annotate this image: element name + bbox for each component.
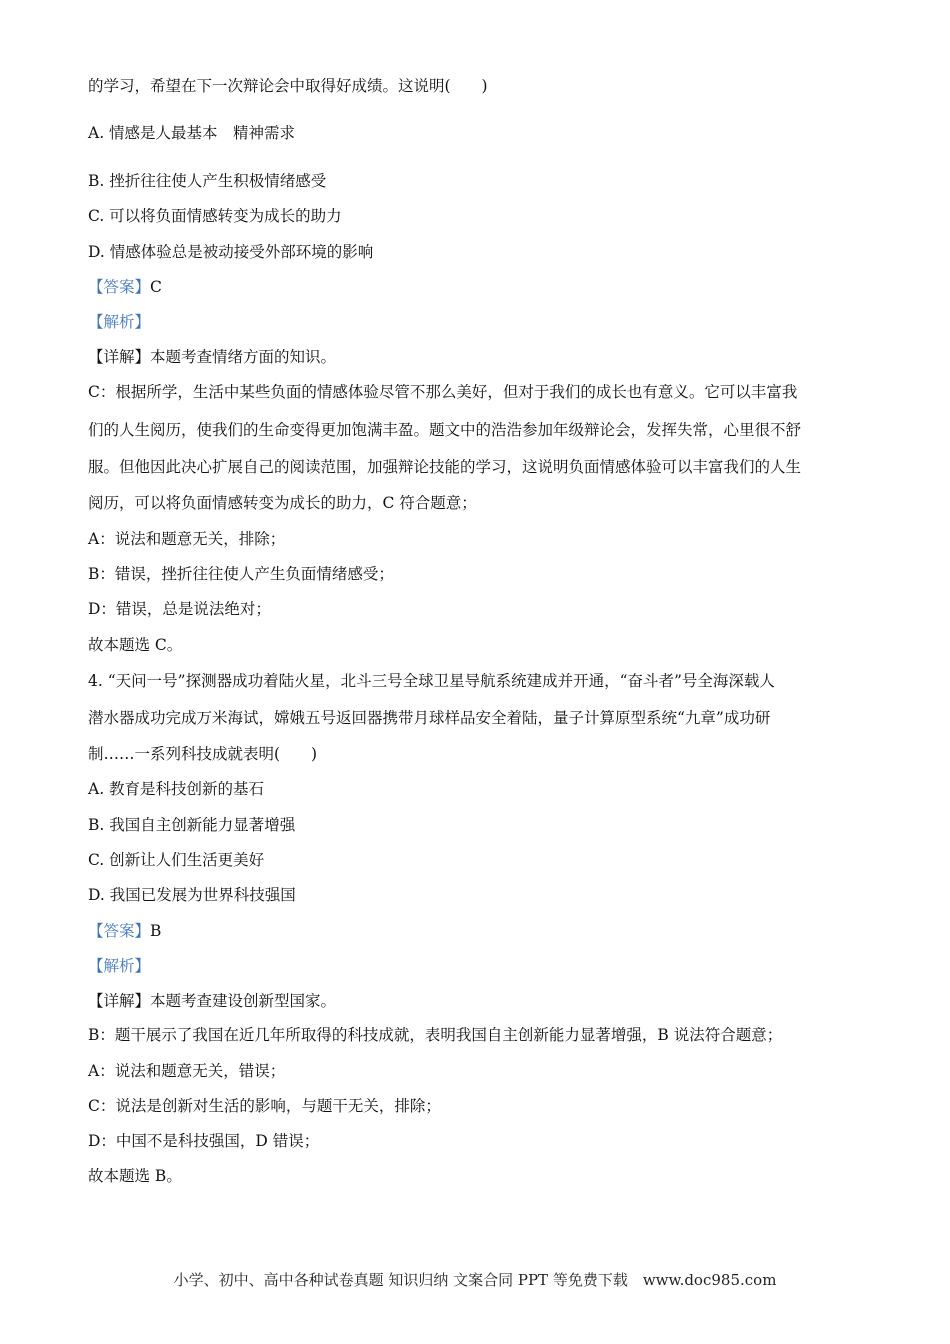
- q3-explain-line: 们的人生阅历，使我们的生命变得更加饱满丰盈。题文中的浩浩参加年级辩论会，发挥失常，心里很不舒: [88, 421, 802, 439]
- q4-analysis-tag: 【解析】: [88, 957, 151, 975]
- q3-option-d: D. 情感体验总是被动接受外部环境的影响: [88, 243, 374, 261]
- q4-option-d: D. 我国已发展为世界科技强国: [88, 886, 296, 904]
- q4-option-a: A. 教育是科技创新的基石: [88, 780, 265, 798]
- q3-conclusion: 故本题选 C。: [88, 636, 183, 654]
- q4-stem-line: 4. “天问一号”探测器成功着陆火星，北斗三号全球卫星导航系统建成并开通，“奋斗者”号全海深载人: [88, 672, 775, 690]
- q3-other-line: B：错误，挫折往往使人产生负面情绪感受；: [88, 565, 394, 583]
- q3-explain-line: 阅历，可以将负面情感转变为成长的助力，C 符合题意；: [88, 494, 477, 512]
- answer-tag: 【答案】: [88, 278, 151, 296]
- q3-option-b: B. 挫折往往使人产生积极情绪感受: [88, 172, 327, 190]
- q3-explain-line: 服。但他因此决心扩展自己的阅读范围，加强辩论技能的学习，这说明负面情感体验可以丰富我们的人生: [88, 458, 802, 476]
- q4-explain-line: A：说法和题意无关，错误；: [88, 1062, 286, 1080]
- q4-stem-line: 潜水器成功完成万米海试，嫦娥五号返回器携带月球样品安全着陆，量子计算原型系统“九章”成功研: [88, 709, 771, 727]
- q4-answer-row: [88, 920, 161, 942]
- q4-stem-line: 制……一系列科技成就表明( ): [88, 745, 318, 763]
- q4-detail: 【详解】本题考查建设创新型国家。: [88, 992, 337, 1010]
- q3-explain-line: C：根据所学，生活中某些负面的情感体验尽管不那么美好，但对于我们的成长也有意义。它可以丰富我: [88, 383, 798, 401]
- q3-analysis-tag: 【解析】: [88, 313, 151, 331]
- q3-detail: 【详解】本题考查情绪方面的知识。: [88, 348, 337, 366]
- q4-explain-line: D：中国不是科技强国，D 错误；: [88, 1132, 320, 1150]
- answer-tag: 【答案】: [88, 922, 151, 940]
- q3-answer-row: [88, 276, 162, 298]
- page-footer: 小学、初中、高中各种试卷真题 知识归纳 文案合同 PPT 等免费下载 www.doc985.com: [173, 1271, 777, 1289]
- q4-explain-line: C：说法是创新对生活的影响，与题干无关，排除；: [88, 1097, 441, 1115]
- q3-option-a: A. 情感是人最基本 精神需求: [88, 124, 296, 142]
- q3-answer-value: C: [150, 278, 162, 296]
- q3-option-c: C. 可以将负面情感转变为成长的助力: [88, 207, 342, 225]
- q4-answer-value: B: [150, 922, 162, 940]
- q4-conclusion: 故本题选 B。: [88, 1167, 182, 1185]
- q3-other-line: A：说法和题意无关，排除；: [88, 530, 286, 548]
- q4-option-c: C. 创新让人们生活更美好: [88, 851, 265, 869]
- q3-stem-tail: 的学习，希望在下一次辩论会中取得好成绩。这说明( ): [88, 77, 488, 95]
- q4-explain-line: B：题干展示了我国在近几年所取得的科技成就，表明我国自主创新能力显著增强，B 说法符合题意；: [88, 1026, 783, 1044]
- q4-option-b: B. 我国自主创新能力显著增强: [88, 816, 296, 834]
- q3-other-line: D：错误，总是说法绝对；: [88, 600, 271, 618]
